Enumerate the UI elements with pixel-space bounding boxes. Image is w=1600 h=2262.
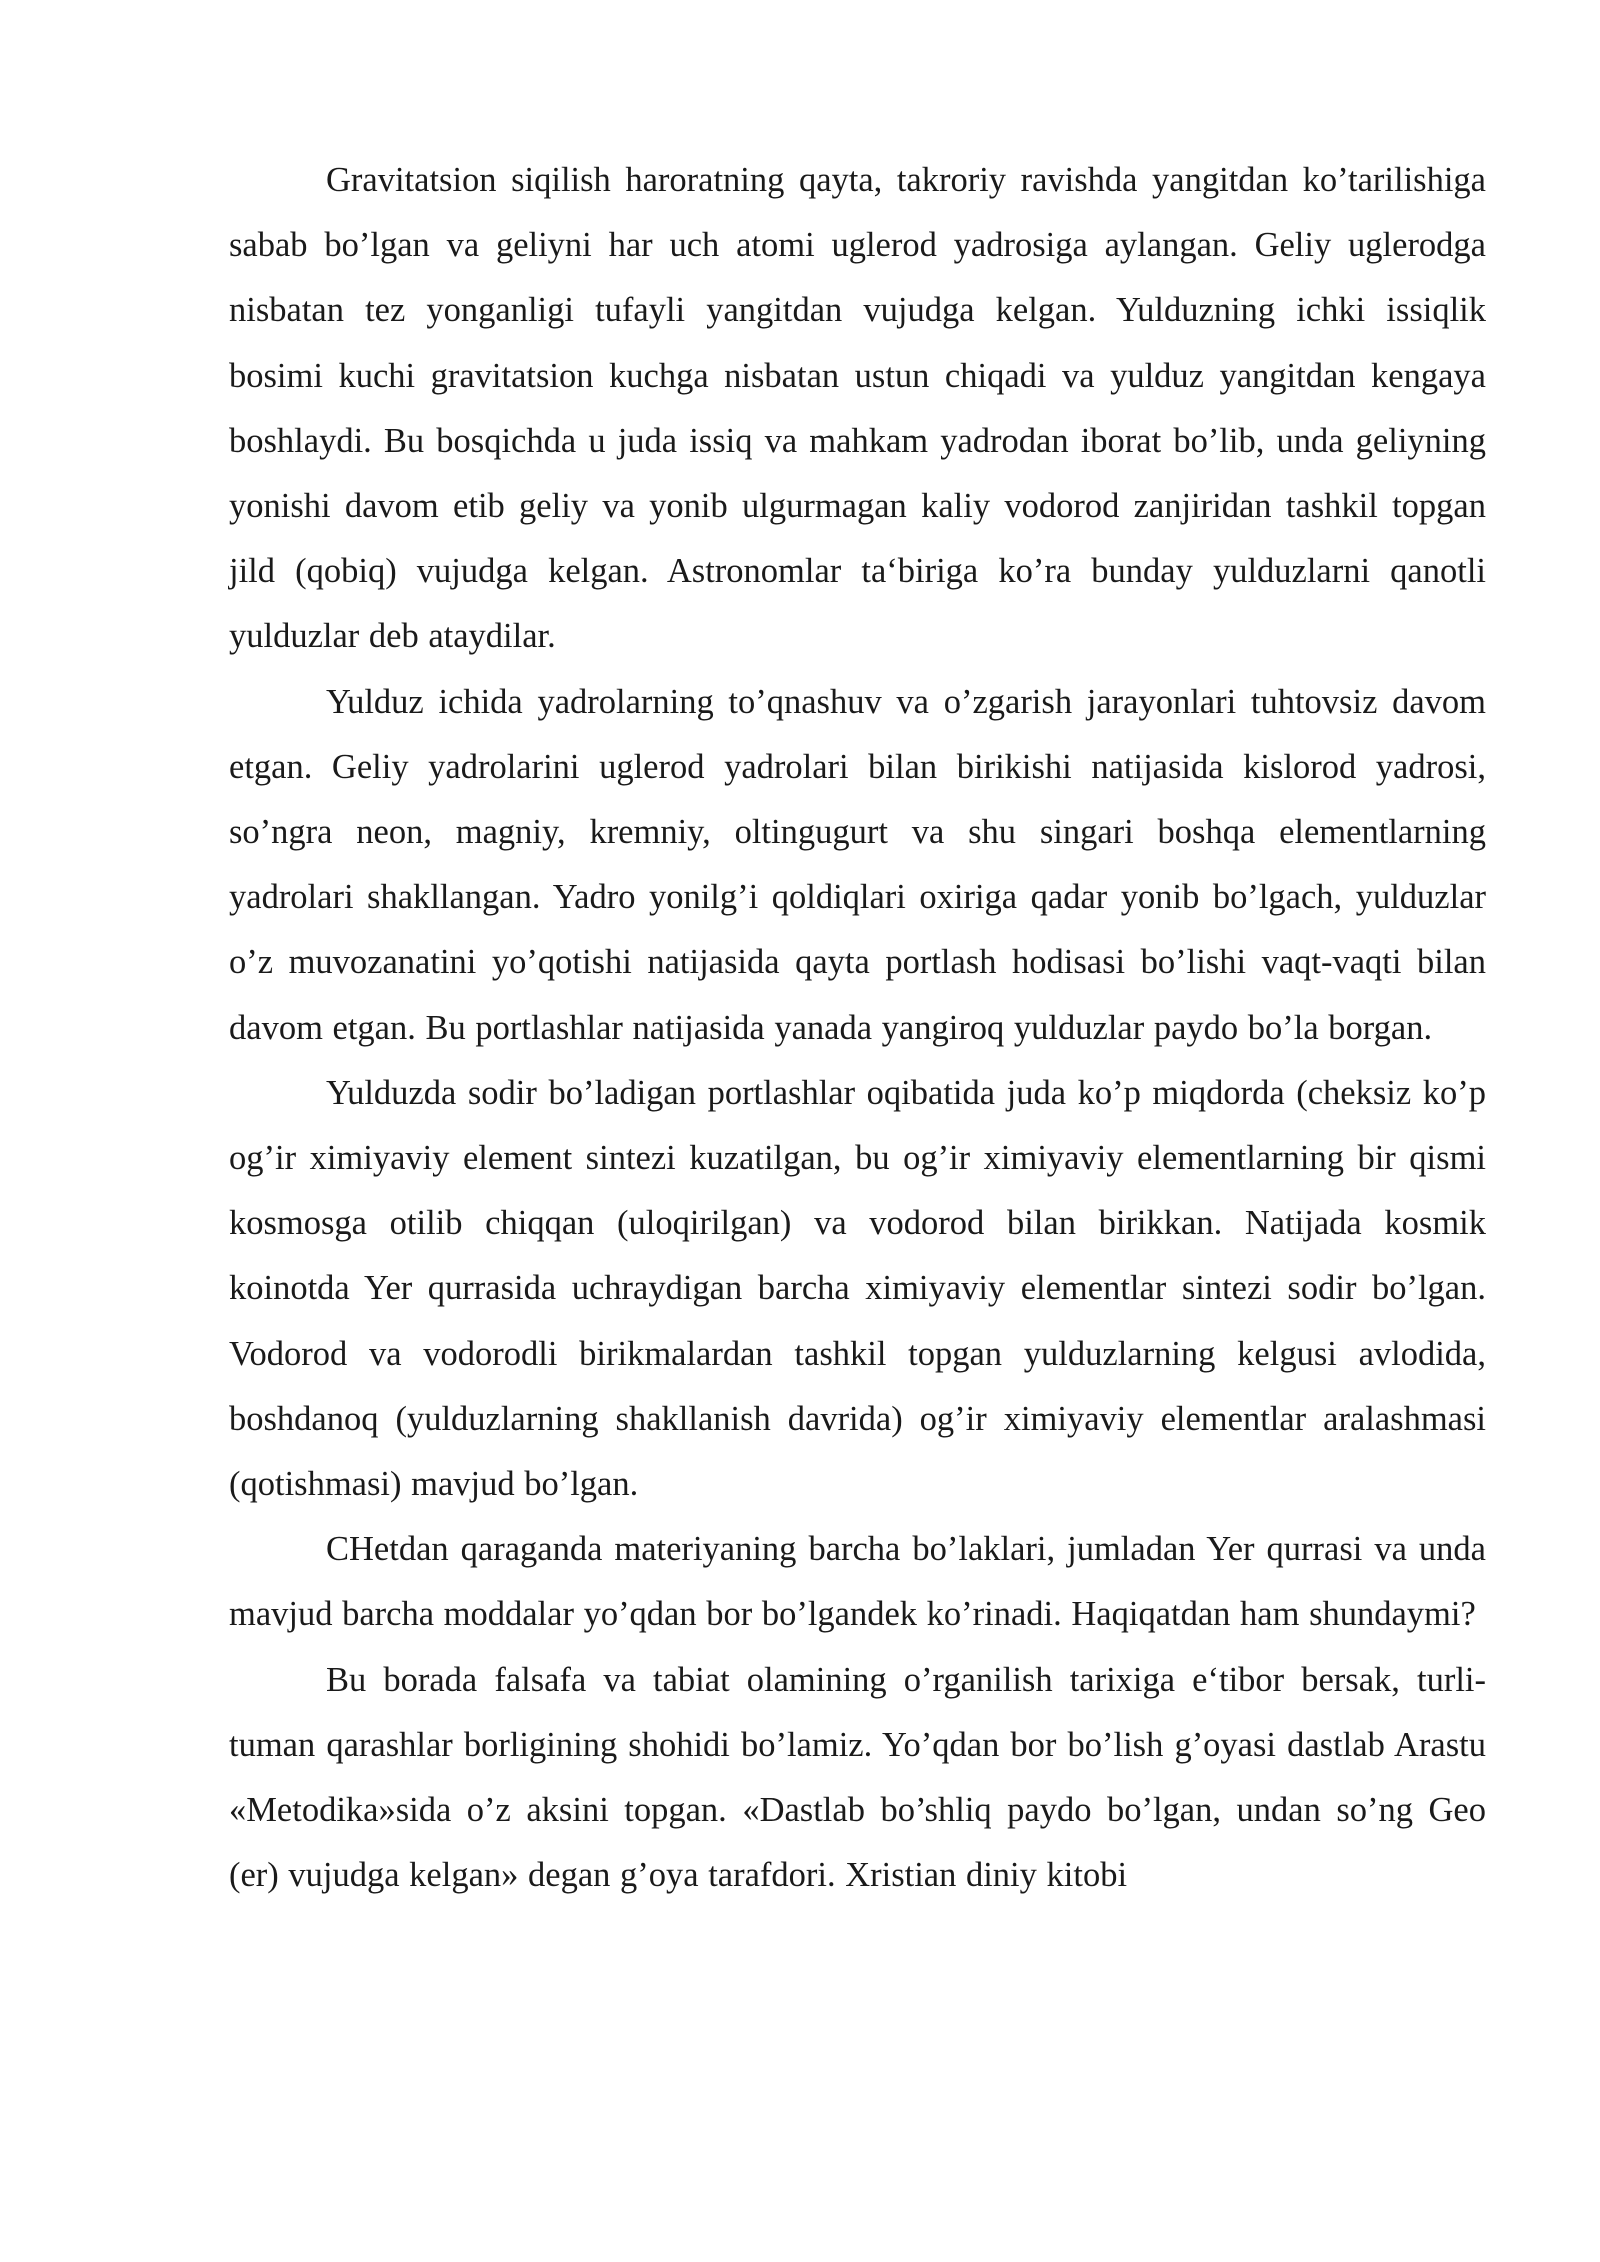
paragraph-1: Gravitatsion siqilish haroratning qayta, takroriy ravishda yangitdan ko’tarilishiga sabab bo’lgan va geliyni har uch atomi uglerod yadrosiga aylangan. Geliy uglerodga nisbatan tez yonganligi tufayli yangitdan vujudga kelgan. Yulduzning ichki issiqlik bosimi kuchi gravitatsion kuchga nisbatan ustun chiqadi va yulduz yangitdan kengaya boshlaydi. Bu bosqichda u juda issiq va mahkam yadrodan iborat bo’lib, unda geliyning yonishi davom etib geliy va yonib ulgurmagan kaliy vodorod zanjiridan tashkil topgan jild (qobiq) vujudga kelgan. Astronomlar ta‘biriga ko’ra bunday yulduzlarni qanotli yulduzlar deb ataydilar. [229,161,1486,656]
paragraph-4: CHetdan qaraganda materiyaning barcha bo’laklari, jumladan Yer qurrasi va unda mavjud barcha moddalar yo’qdan bor bo’lgandek ko’rinadi. Haqiqatdan ham shundaymi? [229,1530,1486,1634]
paragraph-2: Yulduz ichida yadrolarning to’qnashuv va o’zgarish jarayonlari tuhtovsiz davom etgan. Geliy yadrolarini uglerod yadrolari bilan birikishi natijasida kislorod yadrosi, so’ngra neon, magniy, kremniy, oltingugurt va shu singari boshqa elementlarning yadrolari shakllangan. Yadro yonilg’i qoldiqlari oxiriga qadar yonib bo’lgach, yulduzlar o’z muvozanatini yo’qotishi natijasida qayta portlash hodisasi bo’lishi vaqt-vaqti bilan davom etgan. Bu portlashlar natijasida yanada yangiroq yulduzlar paydo bo’la borgan. [229,682,1486,1047]
paragraph-3: Yulduzda sodir bo’ladigan portlashlar oqibatida juda ko’p miqdorda (cheksiz ko’p og’ir ximiyaviy element sintezi kuzatilgan, bu og’ir ximiyaviy elementlarning bir qismi kosmosga otilib chiqqan (uloqirilgan) va vodorod bilan birikkan. Natijada kosmik koinotda Yer qurrasida uchraydigan barcha ximiyaviy elementlar sintezi sodir bo’lgan. Vodorod va vodorodli birikmalardan tashkil topgan yulduzlarning kelgusi avlodida, boshdanoq (yulduzlarning shakllanish davrida) og’ir ximiyaviy elementlar aralashmasi (qotishmasi) mavjud bo’lgan. [229,1073,1486,1504]
document-page [229,148,1486,1908]
paragraph-5: Bu borada falsafa va tabiat olamining o’rganilish tarixiga e‘tibor bersak, turli-tuman qarashlar borligining shohidi bo’lamiz. Yo’qdan bor bo’lish g’oyasi dastlab Arastu «Metodika»sida o’z aksini topgan. «Dastlab bo’shliq paydo bo’lgan, undan so’ng Geo (er) vujudga kelgan» degan g’oya tarafdori. Xristian diniy kitobi [229,1660,1486,1895]
